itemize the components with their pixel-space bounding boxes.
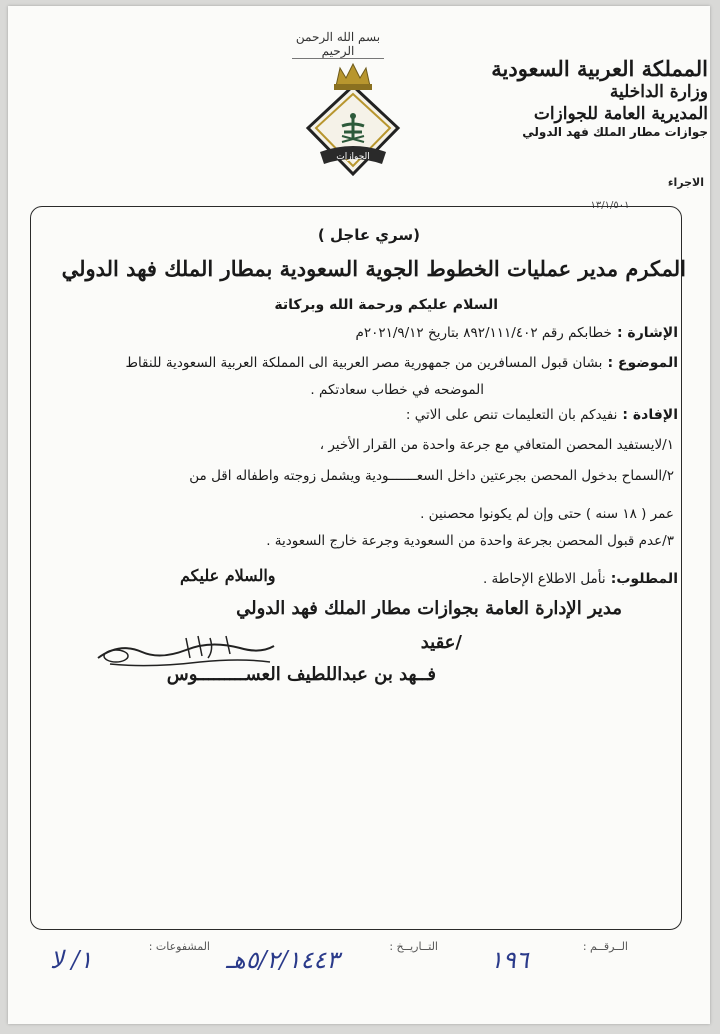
procedure-number: ١٣/١/٥٠١ (590, 200, 630, 211)
reference-line (355, 322, 678, 341)
subject-text: بشان قبول المسافرين من جمهورية مصر العربية الى المملكة العربية السعودية للنقاط (125, 355, 603, 371)
classification: (سري عاجل ) (317, 226, 420, 244)
reference-label: الإشارة : (616, 325, 678, 341)
subject-label: الموضوع : (607, 355, 678, 371)
reference-text: خطابكم رقم ٨٩٢/١١١/٤٠٢ بتاريخ ٢٠٢١/٩/١٢م (355, 325, 612, 341)
greeting: السلام عليكم ورحمة الله وبركاتة (274, 297, 498, 313)
notice-line (406, 404, 678, 423)
attachments-label: المشفوعات : (148, 940, 210, 953)
signatory-name: فــهد بن عبداللطيف العســـــــــوس (166, 664, 436, 685)
number-label: الــرقــم : (582, 940, 628, 953)
required-label: المطلوب: (610, 571, 678, 587)
director-title: مدير الإدارة العامة بجوازات مطار الملك فهد الدولي (236, 598, 622, 619)
kingdom-title: المملكة العربية السعودية (491, 56, 708, 81)
instruction-item-continued: عمر ( ١٨ سنه ) حتى وإن لم يكونوا محصنين . (420, 506, 674, 522)
office-title: جوازات مطار الملك فهد الدولي (522, 124, 708, 139)
instruction-item: ١/لايستفيد المحصن المتعافي مع جرعة واحدة من القرار الأخير ، (319, 437, 674, 453)
closing-salutation: والسلام عليكم (180, 566, 276, 585)
signatory-rank: عقيد/ (420, 632, 462, 653)
date-label: التــاريــخ : (389, 940, 438, 953)
subject-text-continued: الموضحه في خطاب سعادتكم . (310, 382, 484, 398)
basmala: بسم الله الرحمن الرحيم (292, 30, 384, 59)
letterhead (478, 56, 708, 140)
attachments-count: ١/ لا (50, 946, 93, 974)
notice-text: نفيدكم بان التعليمات تنص على الاتي : (405, 407, 618, 423)
notice-label: الإفادة : (622, 407, 678, 423)
required-text: نأمل الاطلاع الإحاطة . (482, 571, 606, 587)
directorate-title: المديرية العامة للجوازات (533, 103, 708, 124)
letter-number: ١٩٦ (490, 946, 529, 974)
instruction-item: ٣/عدم قبول المحصن بجرعة واحدة من السعودية وجرعة خارج السعودية . (266, 533, 674, 549)
subject-line (125, 352, 678, 371)
instruction-item: ٢/السماح بدخول المحصن بجرعتين داخل السعـــــــودية ويشمل زوجته واطفاله اقل من (189, 468, 674, 484)
procedure-label: الاجراء (667, 176, 704, 189)
svg-text:الجوازات: الجوازات (336, 152, 370, 162)
addressee: المكرم مدير عمليات الخطوط الجوية السعودية بمطار الملك فهد الدولي (61, 256, 686, 281)
passports-emblem-icon (298, 56, 408, 180)
letter-date: ٥/٢/١٤٤٣هـ (226, 946, 340, 974)
ministry-title: وزارة الداخلية (609, 82, 708, 103)
required-line (483, 568, 678, 587)
